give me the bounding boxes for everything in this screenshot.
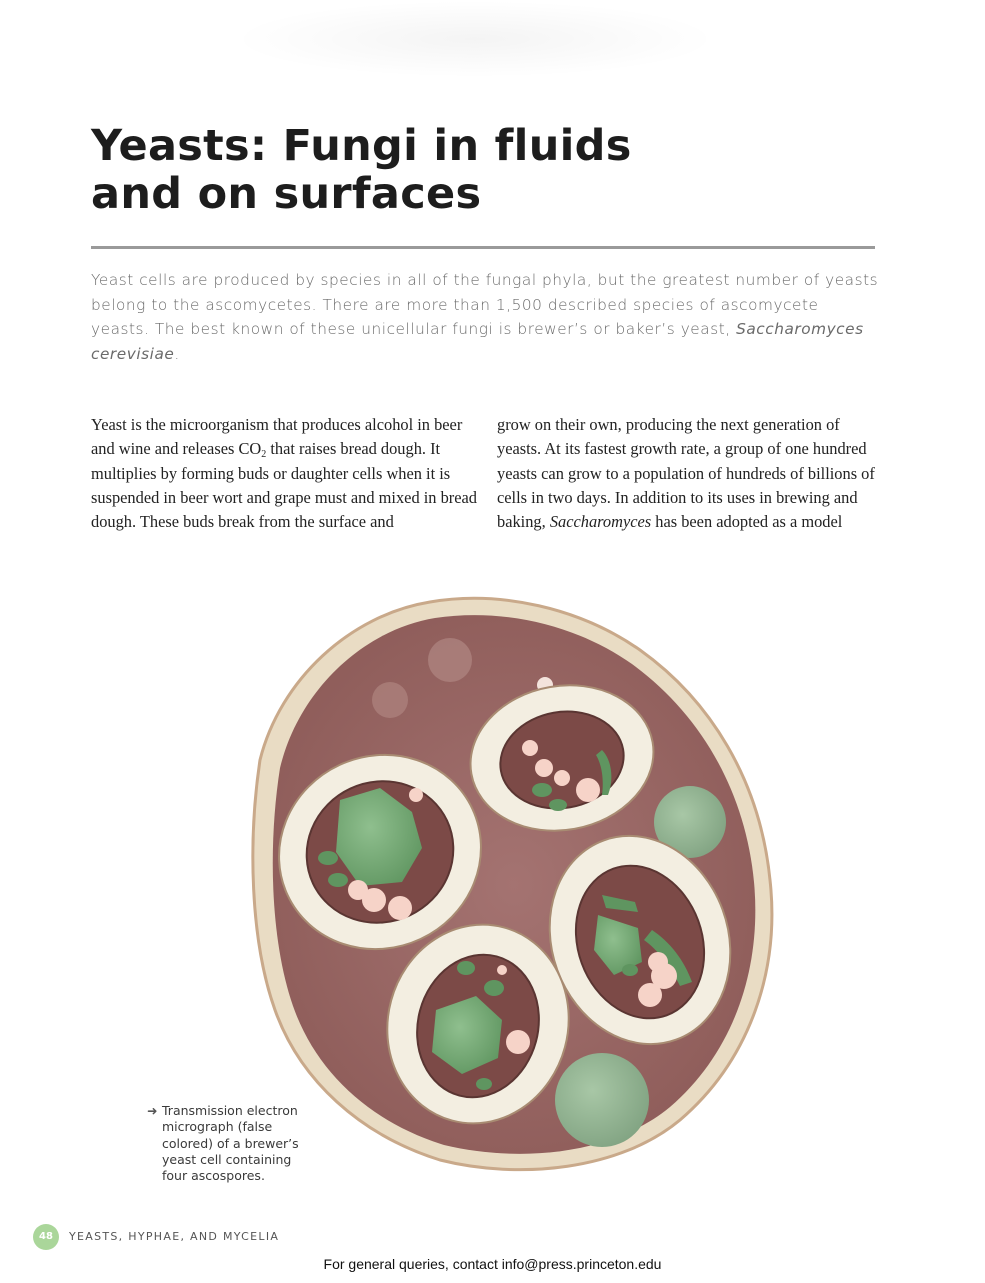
intro-species-name: Saccharomyces cerevisiae bbox=[91, 320, 864, 363]
running-section-title: YEASTS, HYPHAE, AND MYCELIA bbox=[69, 1230, 280, 1243]
figure-caption bbox=[147, 1103, 317, 1184]
title-line-2: and on surfaces bbox=[91, 169, 482, 219]
page-number-badge: 48 bbox=[33, 1224, 59, 1250]
left-col-text-b: that raises bread dough. It multiplies by forming buds or daughter cells when it is suspended in beer wort and grape must and mixed in bread dough. These buds break from the surface and bbox=[91, 439, 477, 532]
left-col-text-a: Yeast is the microorganism that produces alcohol in beer and wine and releases CO bbox=[91, 415, 463, 459]
caption-text: Transmission electron micrograph (false colored) of a brewer’s yeast cell containing four ascospores. bbox=[162, 1103, 299, 1184]
genus-name: Saccharomyces bbox=[549, 512, 652, 532]
right-col-text-b: has been adopted as a model bbox=[651, 512, 843, 532]
body-column-right bbox=[497, 413, 882, 534]
title-line-1: Yeasts: Fungi in fluids bbox=[91, 121, 632, 171]
scan-smudge bbox=[230, 0, 720, 78]
co2-subscript: 2 bbox=[261, 449, 267, 461]
intro-period: . bbox=[174, 344, 180, 363]
intro-text: Yeast cells are produced by species in all of the fungal phyla, but the greatest number of yeasts belong to the ascomycetes. There are more than 1,500 described species of ascomycete yeasts. The best known of these unicellular fungi is brewer’s or baker’s yeast, bbox=[91, 271, 879, 338]
arrow-right-icon: ➜ bbox=[147, 1103, 158, 1118]
title-divider bbox=[91, 246, 875, 249]
cytoplasm-vesicle bbox=[428, 638, 472, 682]
body-column-left bbox=[91, 413, 481, 534]
micrograph-image bbox=[240, 590, 785, 1180]
contact-notice: For general queries, contact info@press.princeton.edu bbox=[323, 1256, 662, 1272]
cytoplasm-vesicle bbox=[372, 682, 408, 718]
intro-paragraph bbox=[91, 268, 881, 366]
page-title bbox=[91, 122, 791, 218]
green-body bbox=[555, 1053, 649, 1147]
right-col-text-a: grow on their own, producing the next generation of yeasts. At its fastest growth rate, a group of one hundred yeasts can grow to a population of hundreds of billions of cells in two days. In addition to its uses in brewing and baking, bbox=[497, 415, 875, 532]
